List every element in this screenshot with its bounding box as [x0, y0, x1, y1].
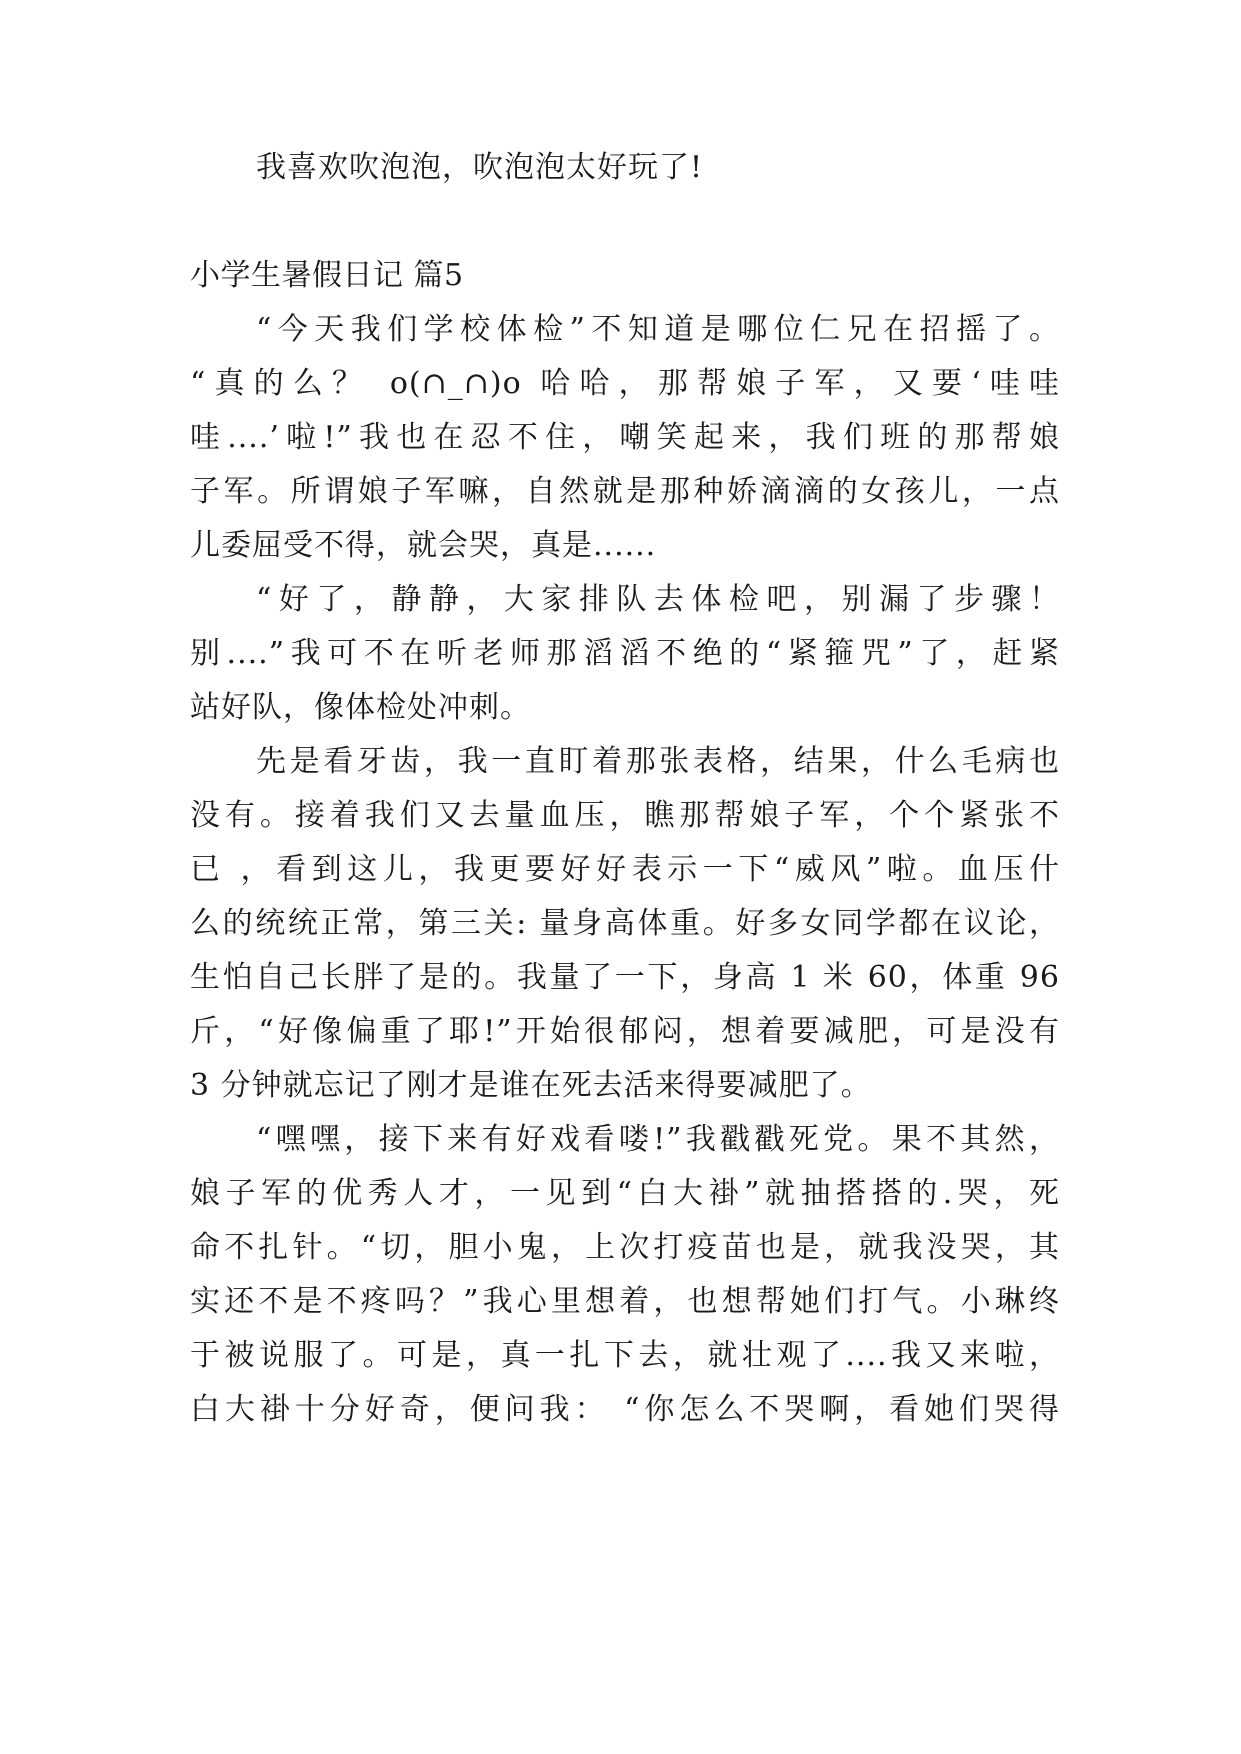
text-line: 先是看牙齿，我一直盯着那张表格，结果，什么毛病也 [256, 744, 1060, 779]
text-line: 3 分钟就忘记了刚才是谁在死去活来得要减肥了。 [190, 1068, 872, 1103]
text-line: 哇....’啦!”我也在忍不住，嘲笑起来，我们班的那帮娘 [190, 420, 1060, 455]
text-line: “今天我们学校体检”不知道是哪位仁兄在招摇了。 [256, 312, 1060, 347]
text-line: 别....”我可不在听老师那滔滔不绝的“紧箍咒”了，赶紧 [190, 636, 1060, 671]
intro-line: 我喜欢吹泡泡，吹泡泡太好玩了! [256, 150, 704, 185]
text-line: 没有。接着我们又去量血压，瞧那帮娘子军，个个紧张不 [190, 798, 1060, 833]
text-line: 么的统统正常，第三关: 量身高体重。好多女同学都在议论， [190, 906, 1060, 941]
text-line: 斤，“好像偏重了耶!”开始很郁闷，想着要减肥，可是没有 [190, 1014, 1060, 1049]
text-line: “嘿嘿，接下来有好戏看喽!”我戳戳死党。果不其然， [256, 1122, 1060, 1157]
text-line: 娘子军的优秀人才，一见到“白大褂”就抽搭搭的.哭，死 [190, 1176, 1060, 1211]
text-line: 命不扎针。“切，胆小鬼，上次打疫苗也是，就我没哭，其 [190, 1230, 1060, 1265]
text-line: 已 ，看到这儿，我更要好好表示一下“威风”啦。血压什 [190, 852, 1060, 887]
text-line: 儿委屈受不得，就会哭，真是...... [190, 528, 657, 563]
text-line: “真的么？ o(∩_∩)o 哈哈，那帮娘子军，又要‘哇哇 [190, 366, 1060, 401]
text-line: “好了，静静，大家排队去体检吧，别漏了步骤！ [256, 582, 1060, 617]
text-line: 于被说服了。可是，真一扎下去，就壮观了....我又来啦， [190, 1338, 1060, 1373]
text-line: 生怕自己长胖了是的。我量了一下，身高 1 米 60，体重 96 [190, 960, 1060, 995]
section-heading: 小学生暑假日记 篇5 [190, 258, 464, 293]
text-line: 子军。所谓娘子军嘛，自然就是那种娇滴滴的女孩儿，一点 [190, 474, 1060, 509]
text-line: 实还不是不疼吗？”我心里想着，也想帮她们打气。小琳终 [190, 1284, 1060, 1319]
text-line: 站好队，像体检处冲刺。 [190, 690, 531, 725]
text-line: 白大褂十分好奇，便问我： “你怎么不哭啊，看她们哭得 [190, 1392, 1060, 1427]
